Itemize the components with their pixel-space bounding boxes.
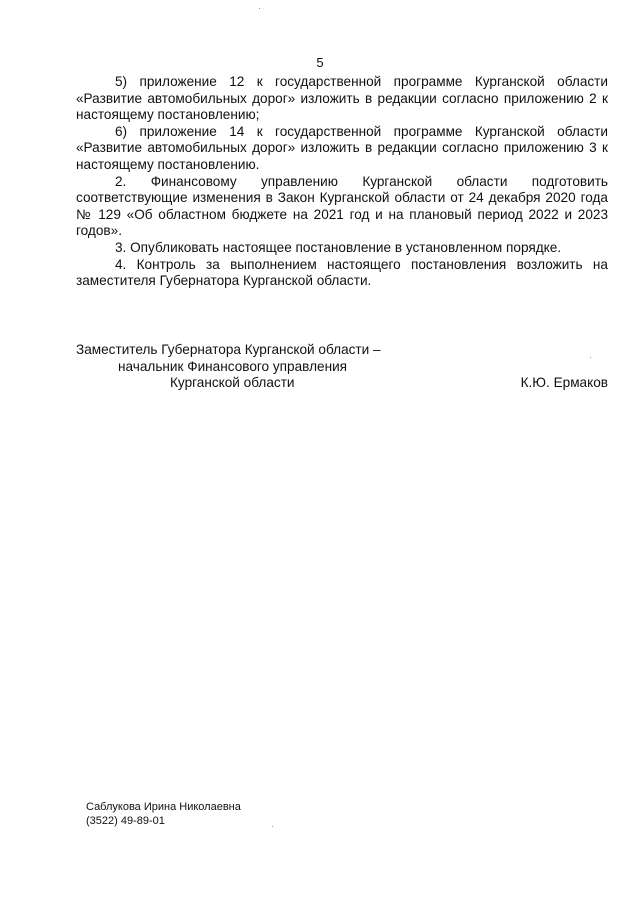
- document-body: [76, 74, 608, 290]
- executor-phone: (3522) 49-89-01: [86, 814, 165, 827]
- signatory-name: К.Ю. Ермаков: [520, 375, 608, 390]
- page-number: 5: [316, 55, 324, 70]
- signatory-position-line-3: Курганской области: [170, 375, 295, 391]
- signatory-position-line-2: начальник Финансового управления: [118, 358, 348, 374]
- signatory-position-line-1: Заместитель Губернатора Курганской области –: [76, 342, 381, 357]
- paragraph-section-2: 2. Финансовому управлению Курганской области подготовить соответствующие изменения в Закон Курганской области от 24 декабря 2020 года № 129 «Об областном бюджете на 2021 год и на плановый период 2022 и 2023 годов».: [76, 173, 608, 239]
- scan-speck: [259, 8, 260, 9]
- signature-block: [76, 342, 608, 392]
- scan-speck: [272, 826, 273, 827]
- paragraph-section-4: 4. Контроль за выполнением настоящего постановления возложить на заместителя Губернатора Курганской области.: [76, 256, 608, 289]
- executor-name: Саблукова Ирина Николаевна: [86, 801, 241, 813]
- paragraph-item-5: 5) приложение 12 к государственной программе Курганской области «Развитие автомобильных дорог» изложить в редакции согласно приложению 2 к настоящему постановлению;: [76, 74, 608, 123]
- executor-block: [86, 801, 241, 828]
- paragraph-section-3: 3. Опубликовать настоящее постановление в установленном порядке.: [115, 239, 562, 255]
- paragraph-item-6: 6) приложение 14 к государственной программе Курганской области «Развитие автомобильных дорог» изложить в редакции согласно приложению 3 к настоящему постановлению.: [76, 123, 608, 172]
- scan-speck: [590, 357, 591, 358]
